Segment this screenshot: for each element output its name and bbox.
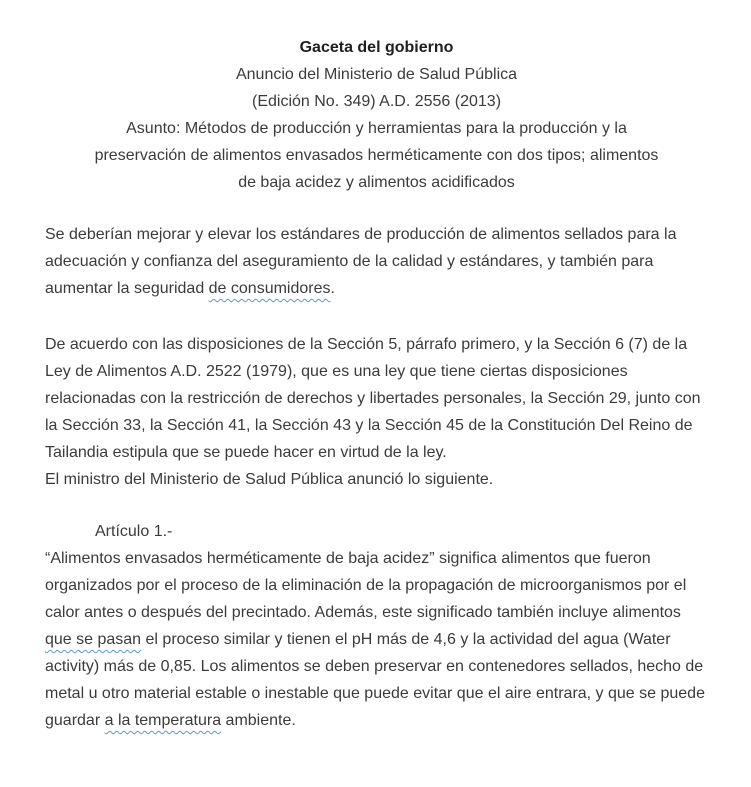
- articulo-1-encabezado: [45, 518, 708, 545]
- text-run: El ministro del Ministerio de Salud Pública anunció lo siguiente.: [45, 471, 494, 488]
- document-title: Gaceta del gobierno: [299, 39, 454, 56]
- document-body: [45, 221, 708, 734]
- text-run: Se deberían mejorar y elevar los estándares de producción de alimentos sellados para la adecuación y confianza del aseguramiento de la calidad y estándares, y también para aumentar la seguridad: [45, 226, 677, 297]
- header-line-1: Anuncio del Ministerio de Salud Pública: [235, 66, 518, 83]
- grammar-flagged-text: de consumidores: [208, 280, 331, 297]
- articulo-1-texto: [45, 545, 708, 734]
- header-line-4: preservación de alimentos envasados herméticamente con dos tipos; alimentos: [94, 147, 659, 164]
- parrafo-anuncio-ministro: [45, 466, 708, 493]
- grammar-flagged-text: que se pasan: [45, 631, 142, 648]
- document-header: [45, 34, 708, 196]
- header-line-3: Asunto: Métodos de producción y herramientas para la producción y la: [126, 120, 627, 137]
- text-run: Artículo 1.-: [95, 523, 173, 540]
- header-lines: [45, 61, 708, 196]
- text-run: .: [330, 280, 335, 297]
- parrafo-estandares: [45, 221, 708, 302]
- header-line-5: de baja acidez y alimentos acidificados: [238, 174, 515, 191]
- text-run: De acuerdo con las disposiciones de la Sección 5, párrafo primero, y la Sección 6 (7) de la Ley de Alimentos A.D. 2522 (1979), que es una ley que tiene ciertas disposiciones relacionadas con la restricción de derechos y libertades personales, la Sección 29, junto con la Sección 33, la Sección 41, la Sección 43 y la Sección 45 de la Constitución Del Reino de Tailandia estipula que se puede hacer en virtud de la ley.: [45, 336, 701, 461]
- text-run: el proceso similar y tienen el pH más de 4,6 y la actividad del agua (Water activity) más de 0,85. Los alimentos se deben preservar en contenedores sellados, hecho de metal u otro material estable o inestable que puede evitar que el aire entrara, y que se puede guardar: [45, 631, 705, 729]
- text-run: ambiente.: [221, 712, 296, 729]
- header-line-2: (Edición No. 349) A.D. 2556 (2013): [251, 93, 502, 110]
- parrafo-disposiciones-ley: [45, 331, 708, 466]
- grammar-flagged-text: a la temperatura: [104, 712, 222, 729]
- text-run: “Alimentos envasados herméticamente de baja acidez” significa alimentos que fueron organizados por el proceso de la eliminación de la propagación de microorganismos por el calor antes o después del precintado. Además, este significado también incluye alimentos: [45, 550, 687, 621]
